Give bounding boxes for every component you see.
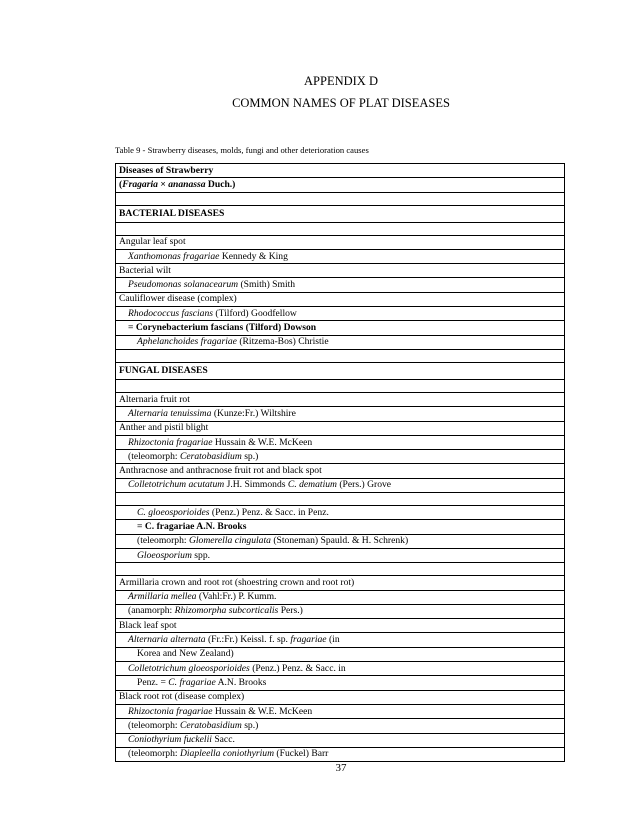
table-row: (teleomorph: Ceratobasidium sp.) bbox=[116, 450, 565, 464]
table-row: Korea and New Zealand) bbox=[116, 647, 565, 661]
table-row bbox=[116, 379, 565, 392]
table-row: Black leaf spot bbox=[116, 619, 565, 633]
table-row bbox=[116, 563, 565, 576]
table-row: Aphelanchoides fragariae (Ritzema-Bos) Christie bbox=[116, 335, 565, 349]
table-row bbox=[116, 205, 565, 222]
table-row: Xanthomonas fragariae Kennedy & King bbox=[116, 249, 565, 263]
table-caption: Table 9 - Strawberry diseases, molds, fungi and other deterioration causes bbox=[115, 145, 369, 155]
table-row: (teleomorph: Ceratobasidium sp.) bbox=[116, 719, 565, 733]
table-row: Colletotrichum acutatum J.H. Simmonds C. dematium (Pers.) Grove bbox=[116, 478, 565, 492]
table-row: (teleomorph: Diapleella coniothyrium (Fuckel) Barr bbox=[116, 747, 565, 761]
table-row: Gloeosporium spp. bbox=[116, 548, 565, 562]
table-row bbox=[116, 493, 565, 506]
table-row: Armillaria mellea (Vahl:Fr.) P. Kumm. bbox=[116, 590, 565, 604]
table-row: Alternaria tenuissima (Kunze:Fr.) Wiltshire bbox=[116, 407, 565, 421]
table-row: Coniothyrium fuckelii Sacc. bbox=[116, 733, 565, 747]
table-row: Penz. = C. fragariae A.N. Brooks bbox=[116, 676, 565, 690]
table-row bbox=[116, 178, 565, 192]
table-row: = C. fragariae A.N. Brooks bbox=[116, 520, 565, 534]
strawberry-diseases-table bbox=[115, 163, 565, 762]
table-row: Rhizoctonia fragariae Hussain & W.E. McKeen bbox=[116, 704, 565, 718]
table-row: Colletotrichum gloeosporioides (Penz.) Penz. & Sacc. in bbox=[116, 662, 565, 676]
table-row: (teleomorph: Glomerella cingulata (Stoneman) Spauld. & H. Schrenk) bbox=[116, 534, 565, 548]
page-number: 37 bbox=[335, 762, 347, 774]
table-row: Cauliflower disease (complex) bbox=[116, 292, 565, 306]
table-row: Pseudomonas solanacearum (Smith) Smith bbox=[116, 278, 565, 292]
table-row: Angular leaf spot bbox=[116, 235, 565, 249]
table-row bbox=[116, 192, 565, 205]
table-header-title: Diseases of Strawberry bbox=[116, 164, 565, 178]
table-row bbox=[116, 362, 565, 379]
table-row: Armillaria crown and root rot (shoestring crown and root rot) bbox=[116, 576, 565, 590]
appendix-label: APPENDIX D bbox=[304, 74, 378, 88]
table-row: Anthracnose and anthracnose fruit rot and black spot bbox=[116, 464, 565, 478]
table-row: Rhizoctonia fragariae Hussain & W.E. McKeen bbox=[116, 435, 565, 449]
table-row: = Corynebacterium fascians (Tilford) Dowson bbox=[116, 321, 565, 335]
page-title: COMMON NAMES OF PLAT DISEASES bbox=[232, 96, 450, 110]
section-bacterial: BACTERIAL DISEASES bbox=[116, 205, 565, 222]
table-row bbox=[116, 164, 565, 178]
table-row: Anther and pistil blight bbox=[116, 421, 565, 435]
table-row: C. gloeosporioides (Penz.) Penz. & Sacc. in Penz. bbox=[116, 506, 565, 520]
table-row: Rhodococcus fascians (Tilford) Goodfellow bbox=[116, 307, 565, 321]
table-row: (anamorph: Rhizomorpha subcorticalis Pers.) bbox=[116, 604, 565, 618]
table-row: Bacterial wilt bbox=[116, 264, 565, 278]
section-fungal: FUNGAL DISEASES bbox=[116, 362, 565, 379]
table-row: Alternaria alternata (Fr.:Fr.) Keissl. f. sp. fragariae (in bbox=[116, 633, 565, 647]
table-row: Alternaria fruit rot bbox=[116, 392, 565, 406]
table-header-species: (Fragaria × ananassa Duch.) bbox=[116, 178, 565, 192]
table-row: Black root rot (disease complex) bbox=[116, 690, 565, 704]
table-row bbox=[116, 222, 565, 235]
table-row bbox=[116, 349, 565, 362]
